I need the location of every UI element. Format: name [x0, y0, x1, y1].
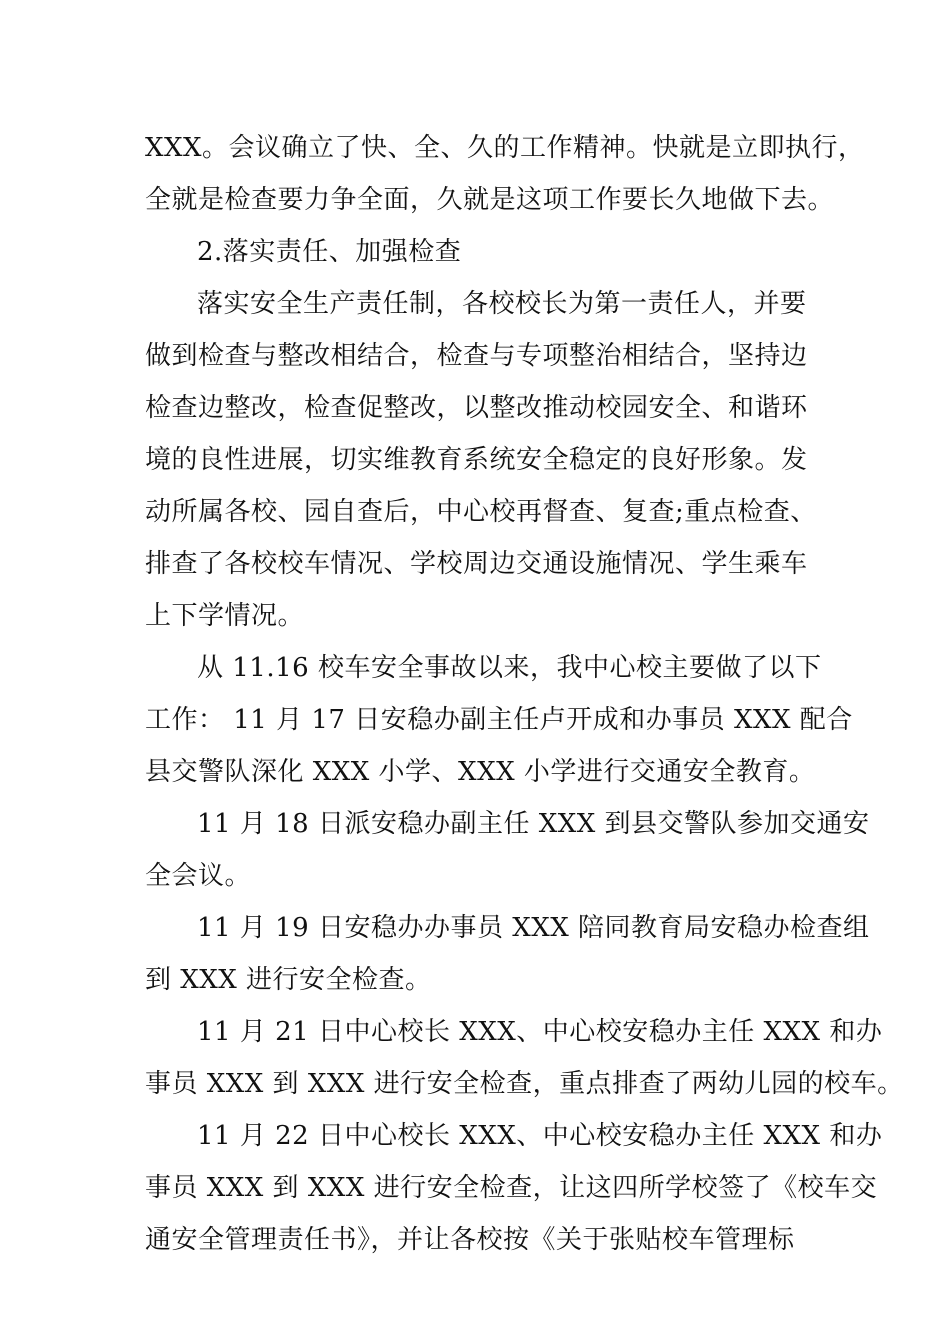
text-line-17: 到 XXX 进行安全检查。 — [145, 965, 432, 995]
text-line-22: 通安全管理责任书》，并让各校按《关于张贴校车管理标 — [145, 1225, 795, 1255]
section-heading: 2.落实责任、加强检查 — [197, 237, 462, 267]
text-line-1: XXX。会议确立了快、全、久的工作精神。快就是立即执行， — [145, 133, 865, 163]
text-line-6: 检查边整改，检查促整改，以整改推动校园安全、和谐环 — [145, 393, 808, 423]
text-line-15: 全会议。 — [145, 861, 252, 891]
text-line-4: 落实安全生产责任制，各校校长为第一责任人，并要 — [197, 289, 807, 319]
text-line-8: 动所属各校、园自查后，中心校再督查、复查;重点检查、 — [145, 497, 817, 527]
text-line-16: 11 月 19 日安稳办办事员 XXX 陪同教育局安稳办检查组 — [197, 913, 870, 943]
text-line-11: 从 11.16 校车安全事故以来，我中心校主要做了以下 — [197, 653, 822, 683]
text-line-20: 11 月 22 日中心校长 XXX、中心校安稳办主任 XXX 和办 — [197, 1121, 883, 1151]
text-line-14: 11 月 18 日派安稳办副主任 XXX 到县交警队参加交通安 — [197, 809, 870, 839]
text-line-19: 事员 XXX 到 XXX 进行安全检查，重点排查了两幼儿园的校车。 — [145, 1069, 904, 1099]
text-line-2: 全就是检查要力争全面，久就是这项工作要长久地做下去。 — [145, 185, 835, 215]
text-line-18: 11 月 21 日中心校长 XXX、中心校安稳办主任 XXX 和办 — [197, 1017, 883, 1047]
text-line-12: 工作： 11 月 17 日安稳办副主任卢开成和办事员 XXX 配合 — [145, 705, 853, 735]
text-line-13: 县交警队深化 XXX 小学、XXX 小学进行交通安全教育。 — [145, 757, 816, 787]
text-line-5: 做到检查与整改相结合，检查与专项整治相结合，坚持边 — [145, 341, 808, 371]
text-line-10: 上下学情况。 — [145, 601, 305, 631]
text-line-21: 事员 XXX 到 XXX 进行安全检查，让这四所学校签了《校车交 — [145, 1173, 878, 1203]
text-line-7: 境的良性进展，切实维教育系统安全稳定的良好形象。发 — [145, 445, 808, 475]
text-line-9: 排查了各校校车情况、学校周边交通设施情况、学生乘车 — [145, 549, 808, 579]
